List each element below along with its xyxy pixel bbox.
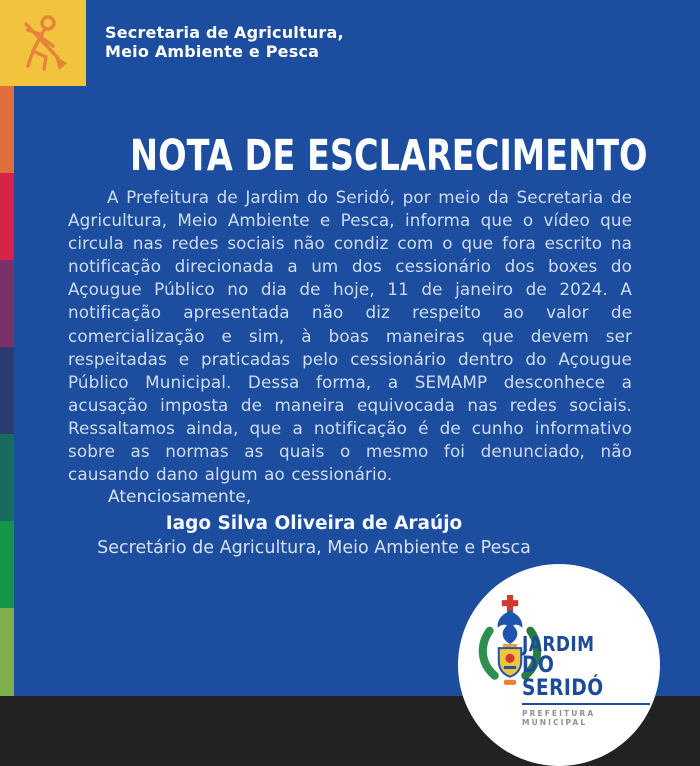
secretariat-line2: Meio Ambiente e Pesca xyxy=(105,42,320,61)
stripe-segment xyxy=(0,521,14,608)
stripe-segment xyxy=(0,173,14,260)
stripe-segment xyxy=(0,86,14,173)
stripe-segment xyxy=(0,260,14,347)
secretariat-line1-regular: Secretaria de xyxy=(105,23,229,42)
color-stripe xyxy=(0,86,14,696)
worker-icon xyxy=(12,13,74,73)
signature-block xyxy=(68,487,560,558)
secretariat-header xyxy=(105,23,344,61)
signer-name: Iago Silva Oliveira de Araújo xyxy=(165,513,463,534)
logo-text xyxy=(522,634,660,727)
logo-city-line2: DO SERIDÓ xyxy=(522,653,604,701)
secretariat-line1 xyxy=(105,23,344,42)
signer-role: Secretário de Agricultura, Meio Ambiente e Pesca xyxy=(97,538,531,558)
logo-city-line1: JARDIM xyxy=(522,632,595,656)
logo-divider xyxy=(522,703,650,705)
worker-badge xyxy=(0,0,86,86)
municipal-logo xyxy=(458,564,660,766)
secretariat-line1-bold: Agricultura, xyxy=(234,23,344,42)
stripe-segment xyxy=(0,347,14,434)
page-title: NOTA DE ESCLARECIMENTO xyxy=(130,131,648,181)
stripe-segment xyxy=(0,608,14,696)
statement-paragraph: A Prefeitura de Jardim do Seridó, por meio da Secretaria de Agricultura, Meio Ambiente e Pesca, informa que o vídeo que circula nas redes sociais não condiz com o que fora escrito na notificação direcionada a um dos cessionário dos boxes do Açougue Público no dia de hoje, 11 de janeiro de 2024. A notificação apresentada não diz respeito ao valor de comercialização e sim, à boas maneiras que devem ser respeitadas e praticadas pelo cessionário dentro do Açougue Público Municipal. Dessa forma, a SEMAMP desconhece a acusação imposta de maneira equivocada nas redes sociais. Ressaltamos ainda, que a notificação é de cunho informativo sobre as normas as quais o mesmo foi denunciado, não causando dano algum ao cessionário. xyxy=(68,187,632,485)
logo-subtitle: PREFEITURA MUNICIPAL xyxy=(522,709,596,727)
stripe-segment xyxy=(0,434,14,521)
salutation: Atenciosamente, xyxy=(108,487,252,507)
